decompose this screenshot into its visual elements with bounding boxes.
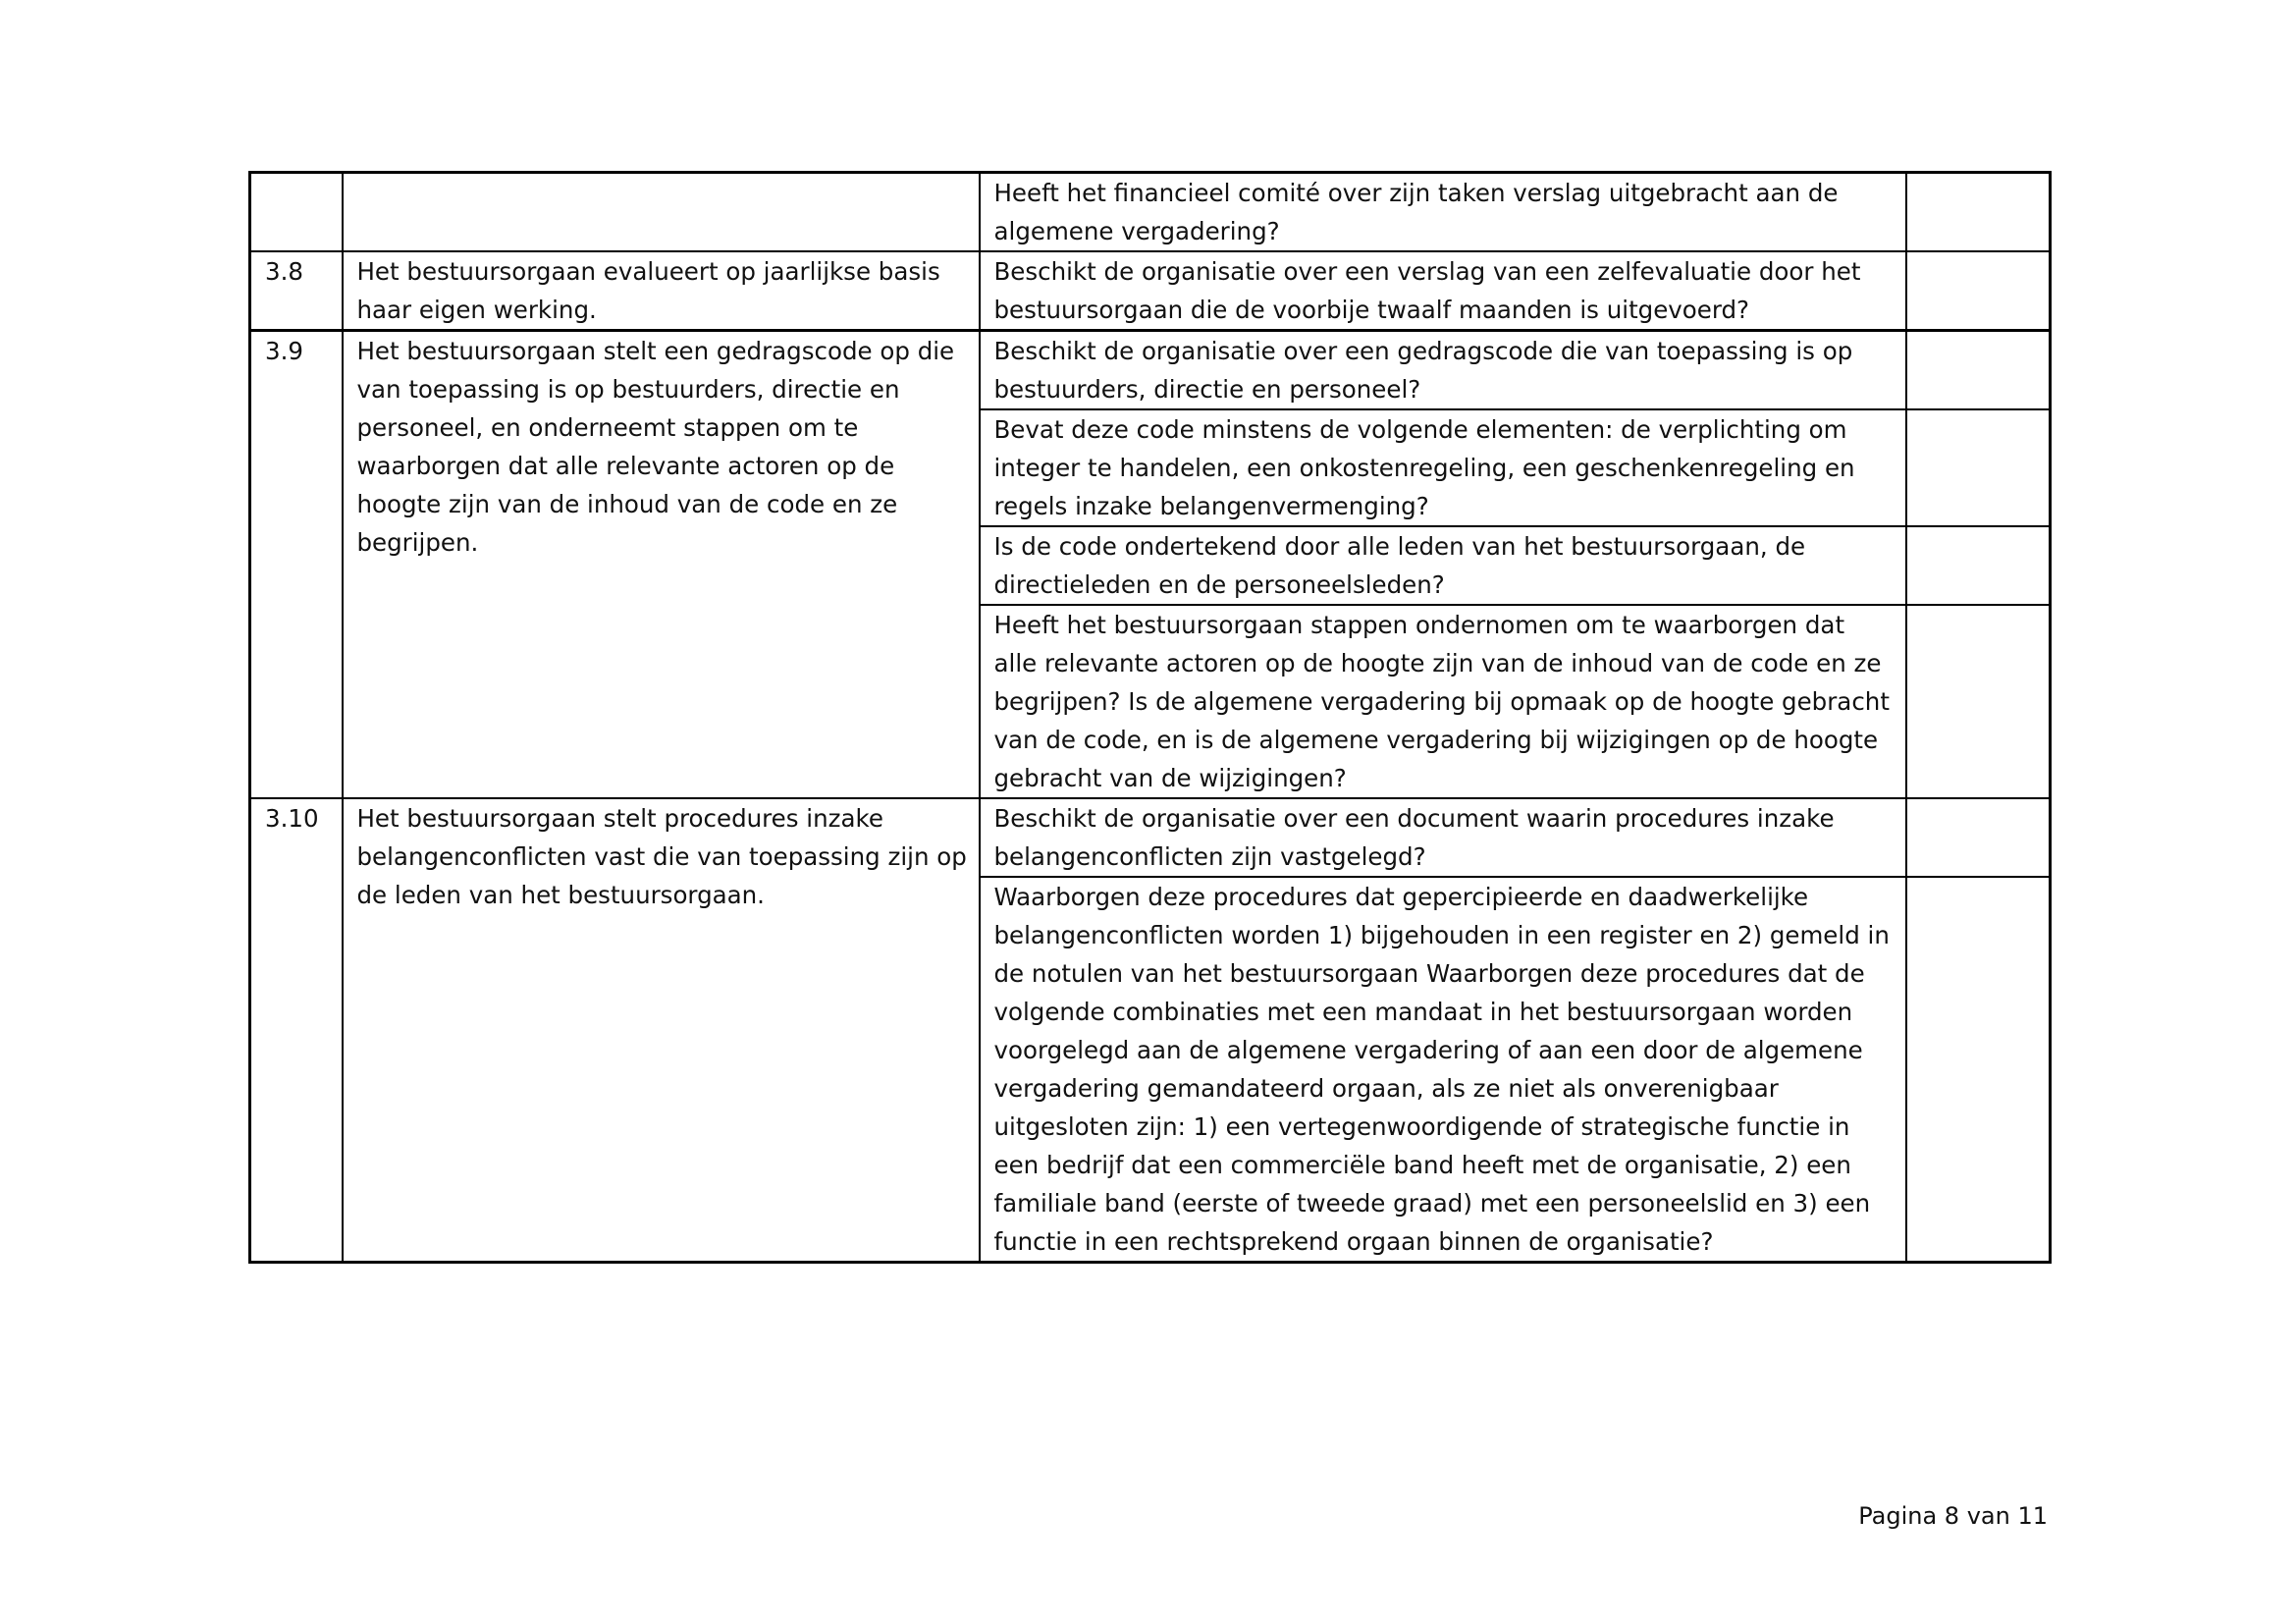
- criterion-text: [343, 173, 980, 252]
- table-row: [250, 173, 2051, 252]
- question-text: Is de code ondertekend door alle leden van het bestuursorgaan, de directieleden en de personeelsleden?: [980, 526, 1906, 605]
- page-number: Pagina 8 van 11: [1858, 1502, 2048, 1530]
- answer-cell[interactable]: [1906, 331, 2051, 410]
- criterion-text: Het bestuursorgaan stelt procedures inzake belangenconflicten vast die van toepassing zijn op de leden van het bestuursorgaan.: [343, 798, 980, 1263]
- answer-cell[interactable]: [1906, 251, 2051, 331]
- criterion-text: Het bestuursorgaan stelt een gedragscode op die van toepassing is op bestuurders, directie en personeel, en onderneemt stappen om te waarborgen dat alle relevante actoren op de hoogte zijn van de inhoud van de code en ze begrijpen.: [343, 331, 980, 799]
- answer-cell[interactable]: [1906, 605, 2051, 798]
- answer-cell[interactable]: [1906, 877, 2051, 1263]
- question-text: Beschikt de organisatie over een verslag van een zelfevaluatie door het bestuursorgaan die de voorbije twaalf maanden is uitgevoerd?: [980, 251, 1906, 331]
- table-row: [250, 798, 2051, 877]
- item-number: 3.10: [250, 798, 343, 1263]
- table-row: [250, 251, 2051, 331]
- checklist-table: [248, 171, 2052, 1264]
- question-text: Heeft het bestuursorgaan stappen ondernomen om te waarborgen dat alle relevante actoren op de hoogte zijn van de inhoud van de code en ze begrijpen? Is de algemene vergadering bij opmaak op de hoogte gebracht van de code, en is de algemene vergadering bij wijzigingen op de hoogte gebracht van de wijzigingen?: [980, 605, 1906, 798]
- question-text: Waarborgen deze procedures dat gepercipieerde en daadwerkelijke belangenconflicten worden 1) bijgehouden in een register en 2) gemeld in de notulen van het bestuursorgaan Waarborgen deze procedures dat de volgende combinaties met een mandaat in het bestuursorgaan worden voorgelegd aan de algemene vergadering of aan een door de algemene vergadering gemandateerd orgaan, als ze niet als onverenigbaar uitgesloten zijn: 1) een vertegenwoordigende of strategische functie in een bedrijf dat een commerciële band heeft met de organisatie, 2) een familiale band (eerste of tweede graad) met een personeelslid en 3) een functie in een rechtsprekend orgaan binnen de organisatie?: [980, 877, 1906, 1263]
- criterion-text: Het bestuursorgaan evalueert op jaarlijkse basis haar eigen werking.: [343, 251, 980, 331]
- item-number: 3.9: [250, 331, 343, 799]
- answer-cell[interactable]: [1906, 409, 2051, 526]
- table-row: [250, 331, 2051, 410]
- question-text: Beschikt de organisatie over een document waarin procedures inzake belangenconflicten zijn vastgelegd?: [980, 798, 1906, 877]
- question-text: Heeft het financieel comité over zijn taken verslag uitgebracht aan de algemene vergadering?: [980, 173, 1906, 252]
- answer-cell[interactable]: [1906, 173, 2051, 252]
- item-number: 3.8: [250, 251, 343, 331]
- question-text: Bevat deze code minstens de volgende elementen: de verplichting om integer te handelen, een onkostenregeling, een geschenkenregeling en regels inzake belangenvermenging?: [980, 409, 1906, 526]
- answer-cell[interactable]: [1906, 798, 2051, 877]
- answer-cell[interactable]: [1906, 526, 2051, 605]
- item-number: [250, 173, 343, 252]
- question-text: Beschikt de organisatie over een gedragscode die van toepassing is op bestuurders, directie en personeel?: [980, 331, 1906, 410]
